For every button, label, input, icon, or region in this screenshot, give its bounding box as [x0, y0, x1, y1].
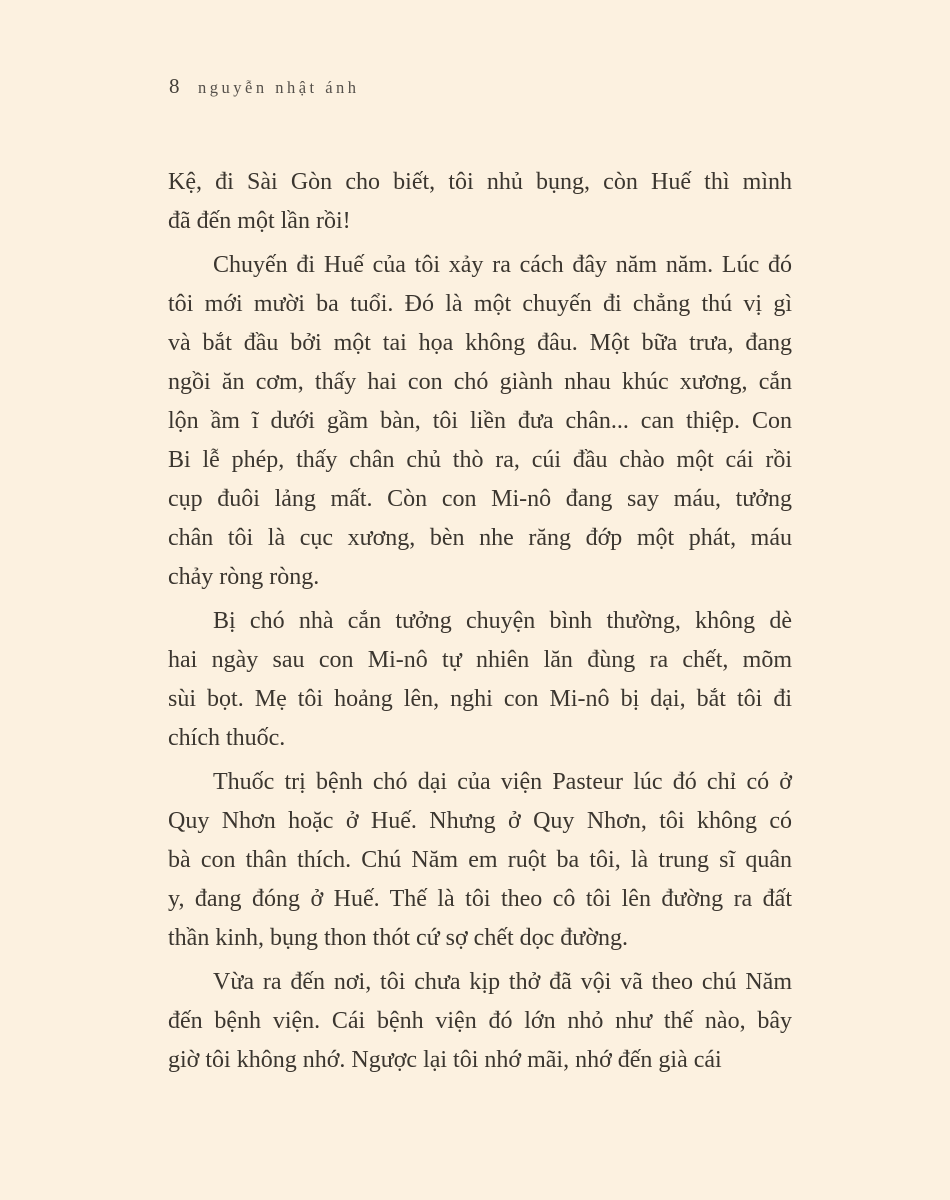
text-line: và bắt đầu bởi một tai họa không đâu. Một bữa trưa, đang — [168, 330, 792, 356]
running-header-author: nguyễn nhật ánh — [198, 78, 360, 97]
text-line: tôi mới mười ba tuổi. Đó là một chuyến đi chẳng thú vị gì — [168, 291, 792, 317]
paragraph — [168, 963, 792, 1080]
page-number: 8 — [169, 74, 180, 98]
text-line: Thuốc trị bệnh chó dại của viện Pasteur lúc đó chỉ có ở — [213, 769, 792, 795]
paragraph — [168, 763, 792, 958]
text-line: đã đến một lần rồi! — [168, 208, 351, 234]
text-line: chân tôi là cục xương, bèn nhe răng đớp một phát, máu — [168, 525, 792, 551]
text-line: Vừa ra đến nơi, tôi chưa kịp thở đã vội vã theo chú Năm — [213, 969, 792, 995]
paragraph — [168, 163, 792, 241]
text-line: lộn ầm ĩ dưới gầm bàn, tôi liền đưa chân... can thiệp. Con — [168, 408, 792, 434]
text-line: thần kinh, bụng thon thót cứ sợ chết dọc đường. — [168, 925, 629, 951]
text-line: bà con thân thích. Chú Năm em ruột ba tôi, là trung sĩ quân — [168, 847, 792, 873]
text-line: Bị chó nhà cắn tưởng chuyện bình thường, không dè — [213, 608, 792, 634]
text-line: ngồi ăn cơm, thấy hai con chó giành nhau khúc xương, cắn — [168, 369, 792, 395]
paragraph — [168, 602, 792, 758]
text-line: chảy ròng ròng. — [168, 564, 320, 590]
text-line: chích thuốc. — [168, 725, 286, 751]
text-line: Quy Nhơn hoặc ở Huế. Nhưng ở Quy Nhơn, tôi không có — [168, 808, 792, 834]
text-line: Bi lễ phép, thấy chân chủ thò ra, cúi đầu chào một cái rồi — [168, 447, 792, 473]
text-line: đến bệnh viện. Cái bệnh viện đó lớn nhỏ như thế nào, bây — [168, 1008, 792, 1034]
body-text — [168, 163, 792, 1085]
text-line: Kệ, đi Sài Gòn cho biết, tôi nhủ bụng, còn Huế thì mình — [168, 169, 792, 195]
text-line: cụp đuôi lảng mất. Còn con Mi-nô đang say máu, tưởng — [168, 486, 792, 512]
text-line: giờ tôi không nhớ. Ngược lại tôi nhớ mãi, nhớ đến già cái — [168, 1047, 722, 1073]
text-line: hai ngày sau con Mi-nô tự nhiên lăn đùng ra chết, mõm — [168, 647, 792, 673]
text-line: y, đang đóng ở Huế. Thế là tôi theo cô tôi lên đường ra đất — [168, 886, 792, 912]
paragraph — [168, 246, 792, 597]
text-line: Chuyến đi Huế của tôi xảy ra cách đây năm năm. Lúc đó — [213, 252, 792, 278]
text-line: sùi bọt. Mẹ tôi hoảng lên, nghi con Mi-nô bị dại, bắt tôi đi — [168, 686, 792, 712]
running-header — [169, 74, 360, 99]
